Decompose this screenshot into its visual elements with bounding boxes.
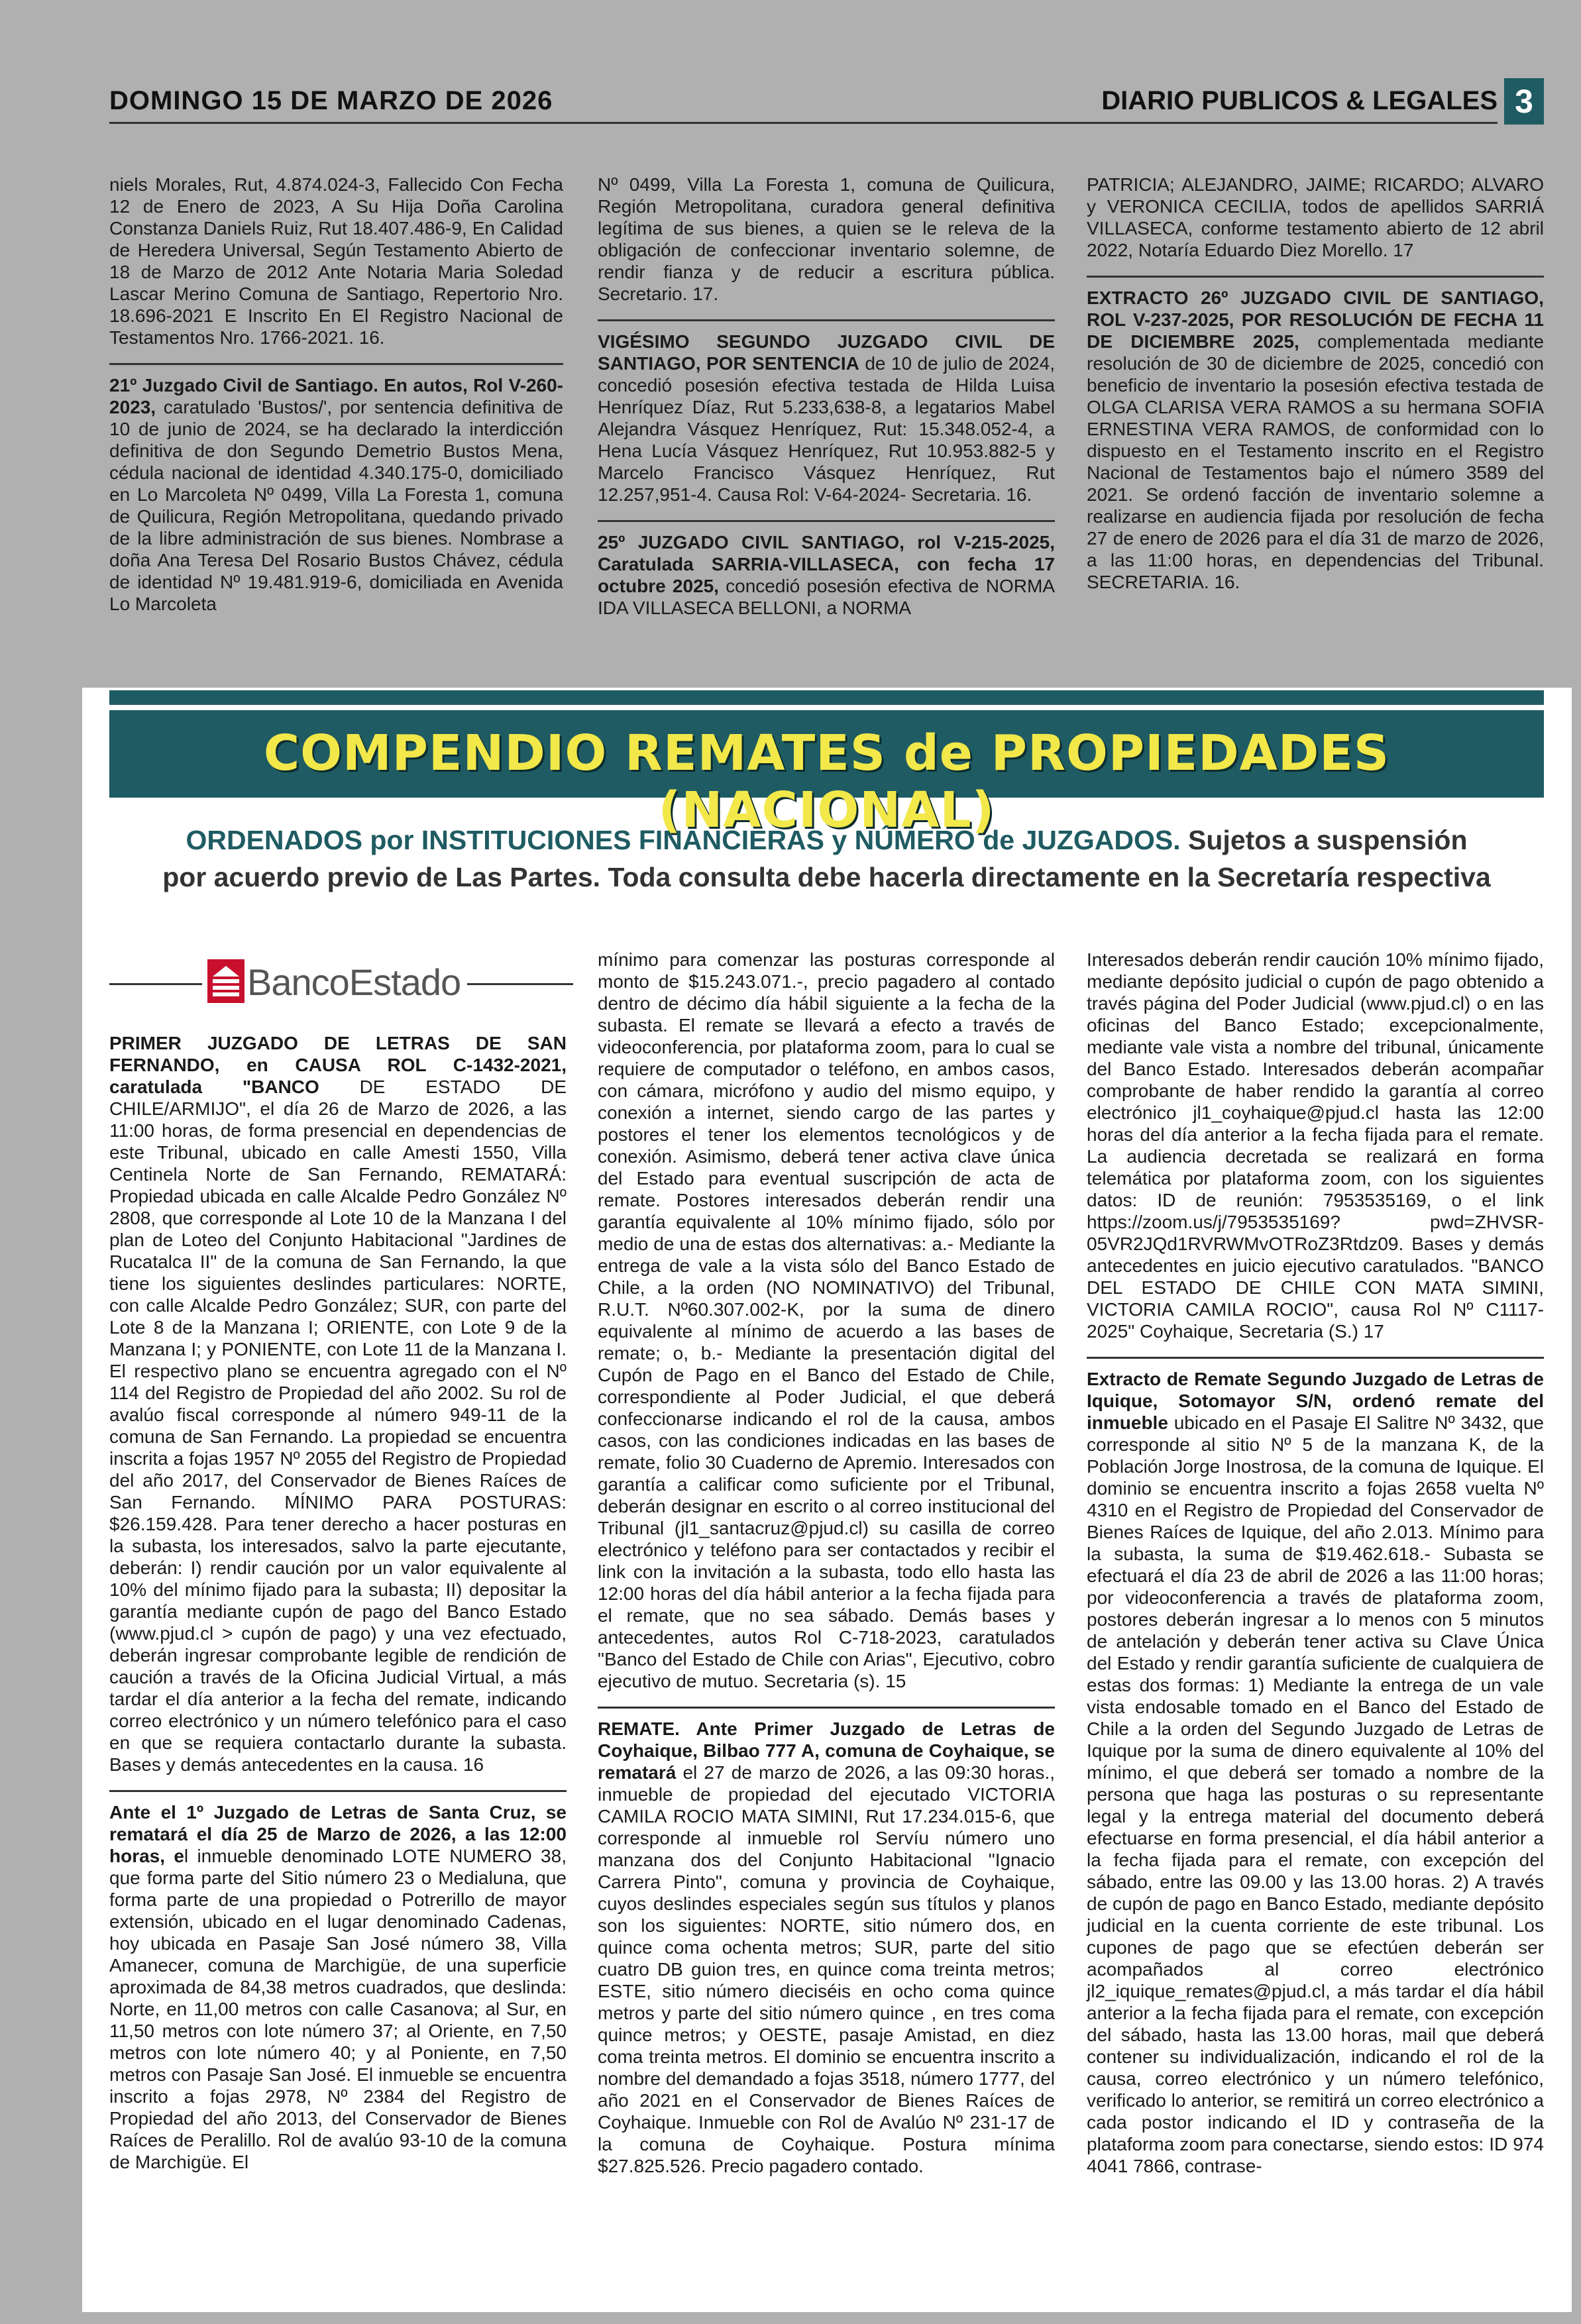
section-title: COMPENDIO REMATES de PROPIEDADES (NACIONAL): [263, 725, 1390, 839]
page-number: 3: [1504, 78, 1544, 125]
auction-notice: [109, 1032, 567, 1775]
bottom-column-1: [109, 1032, 567, 2188]
top-column-2: [598, 174, 1055, 633]
subtitle-text: Sujetos a suspensión: [1180, 825, 1468, 855]
section-banner: [109, 710, 1544, 839]
notice-body: concedió posesión efectiva de NORMA IDA VILLASECA BELLONI, a NORMA: [598, 576, 1055, 618]
notice-body: de 10 de julio de 2024, concedió posesión efectiva testada de Hilda Luisa Henríquez Díaz, Rut 5.233,638-8, a legatarios Mabel Alejandra Vásquez Henríquez, Rut: 15.348.052-4, a Hena Lucía Vásquez Henríquez, Rut 10.953.882-5 y Marcelo Francisco Vásquez Henríquez, Rut 12.257,951-4. Causa Rol: V-64-2024- Secretaria. 16.: [598, 353, 1055, 505]
notice-paragraph: [598, 331, 1055, 505]
notice-paragraph: [598, 531, 1055, 619]
notice-divider: [109, 1790, 567, 1792]
notice-paragraph: Nº 0499, Villa La Foresta 1, comuna de Quilicura, Región Metropolitana, curadora general definitiva legítima de sus bienes, a quien se le releva de la obligación de confeccionar inventario solemne, de rendir fianza y de reducir a escritura pública. Secretario. 17.: [598, 174, 1055, 304]
auction-body: ubicado en el Pasaje El Salitre Nº 3432, que corresponde al sitio Nº 5 de la manzana K, de la Población Jorge Inostrosa, de la comuna de Iquique. El dominio se encuentra inscrito a fojas 2658 vuelta Nº 4310 en el Registro de Propiedad del Conservador de Bienes Raíces de Iquique, del año 2.013. Mínimo para la subasta, la suma de $19.462.618.- Subasta se efectuará el día 23 de abril de 2026 a las 11:00 horas; por videoconferencia a través de plataforma zoom, postores deberán ingresar a lo menos con 5 minutos de antelación y deberán tener activa su Clave Única del Estado y rendir garantía suficiente de cualquiera de estas dos formas: 1) Mediante la entrega de un vale vista endosable tomado en el Banco del Estado de Chile a la orden del Segundo Juzgado de Letras de Iquique por la suma de dinero equivalente al 10% del mínimo, el que deberá ser tomado a nombre de la persona que haga las posturas o su representante legal y la entrega material del documento deberá efectuarse en forma presencial, el día hábil anterior a la fecha fijada para el remate, con excepción del sábado, entre las 09.00 y las 13.00 horas. 2) A través de cupón de pago en Banco Estado, mediante depósito judicial en la cuenta corriente de este tribunal. Los cupones de pago que se efectúen deberán ser acompañados al correo electrónico jl2_iquique_remates@pjud.cl, a más tardar el día hábil anterior a la fecha fijada para el remate, con excepción del sábado, hasta las 13.00 horas, mail que deberá contener su individualización, indicando el rol de la causa, correo electrónico y un número telefónico, verificado lo anterior, se remitirá un correo electrónico a cada postor indicando el ID y contraseña de la plataforma zoom para conectarse, siendo estos: ID 974 4041 7866, contrase-: [1087, 1412, 1544, 2176]
notice-divider: [598, 319, 1055, 321]
notice-divider: [598, 520, 1055, 522]
header-rule: [109, 122, 1498, 124]
auction-body: el 27 de marzo de 2026, a las 09:30 horas., inmueble de propiedad del ejecutado VICTORIA CAMILA ROCIO MATA SIMINI, Rut 17.234.015-6, que corresponde al inmueble rol Servíu número uno manzana dos del Conjunto Habitacional "Ignacio Carrera Pinto", comuna y provincia de Coyhaique, cuyos deslindes especiales según sus títulos y planos son los siguientes: NORTE, sitio número dos, en quince coma ochenta metros; SUR, parte del sitio cuatro DB guion tres, en quince coma treinta metros; ESTE, sitio número dieciséis en ocho coma quince metros y parte del sitio número quince , en tres coma quince metros; y OESTE, pasaje Amistad, en diez coma treinta metros. El dominio se encuentra inscrito a nombre del demandado a fojas 3518, número 1777, del año 2021 en el Conservador de Bienes Raíces de Coyhaique. Inmueble con Rol de Avalúo Nº 231-17 de la comuna de Coyhaique. Postura mínima $27.825.526. Precio pagadero contado.: [598, 1762, 1055, 2176]
notice-heading: 21º Juzgado Civil de Santiago. En autos, Rol V-260-2023,: [109, 375, 563, 417]
bottom-column-2: [598, 949, 1055, 2192]
notice-heading: VIGÉSIMO SEGUNDO JUZGADO CIVIL DE SANTIAGO, POR SENTENCIA: [598, 331, 1055, 374]
notice-divider: [1087, 276, 1544, 278]
auction-heading: Extracto de Remate Segundo Juzgado de Letras de Iquique, Sotomayor S/N, ordenó remate del inmueble: [1087, 1369, 1544, 1433]
notice-divider: [598, 1707, 1055, 1709]
notice-divider: [1087, 1357, 1544, 1359]
banner-top-bar: [109, 690, 1544, 705]
logo-rule-right: [467, 983, 573, 985]
top-column-1: [109, 174, 563, 629]
section-subtitle-line-1: [109, 825, 1544, 856]
auction-heading: PRIMER JUZGADO DE LETRAS DE SAN FERNANDO, en CAUSA ROL C-1432-2021, caratulada "BANCO: [109, 1033, 567, 1097]
notice-divider: [109, 363, 563, 365]
auction-notice: [109, 1801, 567, 2173]
auction-notice: [598, 1718, 1055, 2177]
notice-paragraph: [1087, 287, 1544, 593]
top-column-3: [1087, 174, 1544, 607]
auction-heading: Ante el 1º Juzgado de Letras de Santa Cruz, se rematará el día 25 de Marzo de 2026, a las 12:00 horas, e: [109, 1802, 567, 1866]
bancoestado-logo: [109, 954, 573, 1007]
notice-paragraph: [109, 374, 563, 615]
subtitle-highlight: ORDENADOS por INSTITUCIONES FINANCIERAS y NÚMERO de JUZGADOS.: [186, 825, 1181, 855]
notice-paragraph: niels Morales, Rut, 4.874.024-3, Fallecido Con Fecha 12 de Enero de 2023, A Su Hija Doña Carolina Constanza Daniels Ruiz, Rut 18.407.486-9, En Calidad de Heredera Universal, Según Testamento Abierto de 18 de Marzo de 2012 Ante Notaria Maria Soledad Lascar Merino Comuna de Santiago, Repertorio Nro. 18.696-2021 E Inscrito En El Registro Nacional de Testamentos Nro. 1766-2021. 16.: [109, 174, 563, 348]
notice-heading: EXTRACTO 26º JUZGADO CIVIL DE SANTIAGO, ROL V-237-2025, POR RESOLUCIÓN DE FECHA 11 DE DICIEMBRE 2025,: [1087, 288, 1544, 352]
notice-body: caratulado 'Bustos/', por sentencia definitiva de 10 de junio de 2024, se ha declarado la interdicción definitiva de don Segundo Demetrio Bustos Mena, cédula nacional de identidad 4.340.175-0, domiciliado en Lo Marcoleta Nº 0499, Villa La Foresta 1, comuna de Quilicura, Región Metropolitana, quedando privado de la libre administración de sus bienes. Nombrase a doña Ana Teresa Del Rosario Bustos Chávez, cédula de identidad Nº 19.481.919-6, domiciliada en Avenida Lo Marcoleta: [109, 397, 563, 614]
newspaper-name: DIARIO PUBLICOS & LEGALES: [1101, 86, 1498, 115]
auction-body: l inmueble denominado LOTE NUMERO 38, que forma parte del Sitio número 23 o Medialuna, que forma parte de una propiedad o Potrerillo de mayor extensión, ubicado en el lugar denominado Cadenas, hoy ubicada en Pasaje San José número 38, Villa Amanecer, comuna de Marchigüe, de una superficie aproximada de 84,38 metros cuadrados, que deslinda: Norte, en 11,00 metros con calle Casanova; al Sur, en 11,50 metros con lote número 37; al Oriente, en 7,50 metros con lote número 40; y al Poniente, en 7,50 metros con Pasaje San José. El inmueble se encuentra inscrito a fojas 2978, Nº 2384 del Registro de Propiedad del año 2013, del Conservador de Bienes Raíces de Peralillo. Rol de avalúo 93-10 de la comuna de Marchigüe. El: [109, 1846, 567, 2172]
auction-notice: Interesados deberán rendir caución 10% mínimo fijado, mediante depósito judicial o cupón de pago obtenido a través página del Poder Judicial (www.pjud.cl) o en las oficinas del Banco Estado; excepcionalmente, mediante vale vista a nombre del tribunal, únicamente del Banco Estado. Interesados deberán acompañar comprobante de haber rendido la garantía al correo electrónico jl1_coyhaique@pjud.cl hasta las 12:00 horas del día anterior a la fecha fijada para el remate. La audiencia decretada se realizará en forma telemática por plataforma zoom, con los siguientes datos: ID de reunión: 7953535169, o el link https://zoom.us/j/7953535169? pwd=ZHVSR-05VR2JQd1RVRWMvOTRoZ3Rtdz09. Bases y demás antecedentes en juicio ejecutivo caratulados. "BANCO DEL ESTADO DE CHILE CON MATA SIMINI, VICTORIA CAMILA ROCIO", causa Rol Nº C1117-2025" Coyhaique, Secretaria (S.) 17: [1087, 949, 1544, 1342]
auction-notice: mínimo para comenzar las posturas corresponde al monto de $15.243.071.-, precio pagadero al contado dentro de décimo día hábil siguiente a la fecha de la subasta. El remate se llevará a efecto a través de videoconferencia, por plataforma zoom, para lo cual se requiere de computador o teléfono, en ambos casos, con cámara, micrófono y audio del mismo equipo, y conexión a internet, siendo cargo de las partes y postores el tener los elementos tecnológicos y de conexión. Asimismo, deberá tener activa clave única del Estado para eventual suscripción de acta de remate. Postores interesados deberán rendir una garantía equivalente al 10% mínimo fijado, sólo por medio de una de estas dos alternativas: a.- Mediante la entrega de vale a la vista sólo del Banco Estado de Chile, a la orden (NO NOMINATIVO) del Tribunal, R.U.T. Nº60.307.002-K, por la suma de dinero equivalente al mínimo de acuerdo a las bases de remate; o, b.- Mediante la presentación digital del Cupón de Pago en el Banco del Estado de Chile, correspondiente al Poder Judicial, el que deberá confeccionarse indicando el rol de la causa, ambos casos, con las condiciones indicadas en las bases de remate, folio 30 Cuaderno de Apremio. Interesados con garantía a calificar como suficiente por el Tribunal, deberán designar en escrito o al correo institucional del Tribunal (jl1_santacruz@pjud.cl) su casilla de correo electrónico y teléfono para ser contactados y recibir el link con la invitación a la subasta, todo ello hasta las 12:00 horas del día hábil anterior a la fecha fijada para el remate, que no sea sábado. Demás bases y antecedentes, autos Rol C-718-2023, caratulados "Banco del Estado de Chile con Arias", Ejecutivo, cobro ejecutivo de mutuo. Secretaria (s). 15: [598, 949, 1055, 1691]
logo-rule-left: [109, 983, 202, 985]
bottom-column-3: [1087, 949, 1544, 2192]
notice-body: complementada mediante resolución de 30 de diciembre de 2025, concedió con beneficio de inventario la posesión efectiva testada de OLGA CLARISA VERA RAMOS a su hermana SOFIA ERNESTINA VERA RAMOS, de conformidad con lo dispuesto en el Testamento inscrito en el Registro Nacional de Testamentos bajo el número 3589 del 2021. Se ordenó facción de inventario solemne a realizarse en audiencia fijada por resolución de fecha 27 de enero de 2026 para el día 31 de marzo de 2026, a las 11:00 horas, en dependencias del Tribunal. SECRETARIA. 16.: [1087, 331, 1544, 592]
issue-date: DOMINGO 15 DE MARZO DE 2026: [109, 86, 553, 115]
bancoestado-name: BancoEstado: [247, 961, 461, 1003]
auction-notice: [1087, 1368, 1544, 2177]
notice-heading: 25º JUZGADO CIVIL SANTIAGO, rol V-215-2025, Caratulada SARRIA-VILLASECA, con fecha 17 octubre 2025,: [598, 532, 1055, 596]
auction-body: DE ESTADO DE CHILE/ARMIJO", el día 26 de Marzo de 2026, a las 11:00 horas, de forma presencial en dependencias de este Tribunal, ubicado en calle Amesti 1550, Villa Centinela Norte de San Fernando, REMATARÁ: Propiedad ubicada en calle Alcalde Pedro González Nº 2808, que corresponde al Lote 10 de la Manzana I del plan de Loteo del Conjunto Habitacional "Jardines de Rucatalca II" de la comuna de San Fernando, la que tiene los siguientes deslindes particulares: NORTE, con calle Alcalde Pedro González; SUR, con parte del Lote 8 de la Manzana I; ORIENTE, con Lote 9 de la Manzana I; y PONIENTE, con Lote 11 de la Manzana I. El respectivo plano se encuentra agregado con el Nº 114 del Registro de Propiedad del año 2002. Su rol de avalúo fiscal corresponde al número 949-11 de la comuna de San Fernando. La propiedad se encuentra inscrita a fojas 1957 Nº 2055 del Registro de Propiedad del año 2017, del Conservador de Bienes Raíces de San Fernando. MÍNIMO PARA POSTURAS: $26.159.428. Para tener derecho a hacer posturas en la subasta, los interesados, salvo la parte ejecutante, deberán: I) rendir caución por un valor equivalente al 10% del mínimo fijado para la subasta; II) depositar la garantía mediante cupón de pago del Banco Estado (www.pjud.cl > cupón de pago) y una vez efectuado, deberán ingresar comprobante legible de rendición de caución a través de la Oficina Judicial Virtual, a más tardar el día anterior a la fecha del remate, indicando correo electrónico y un número telefónico para el caso en que se requiera contactarlo durante la subasta. Bases y demás antecedentes en la causa. 16: [109, 1077, 567, 1775]
auction-heading: REMATE. Ante Primer Juzgado de Letras de Coyhaique, Bilbao 777 A, comuna de Coyhaique, se rematará: [598, 1718, 1055, 1783]
bancoestado-mark-icon: [207, 959, 245, 1003]
notice-paragraph: PATRICIA; ALEJANDRO, JAIME; RICARDO; ALVARO y VERONICA CECILIA, todos de apellidos SARRIÁ VILLASECA, conforme testamento abierto de 12 abril 2022, Notaría Eduardo Diez Morello. 17: [1087, 174, 1544, 260]
page-header: [109, 81, 1544, 127]
section-subtitle-line-2: por acuerdo previo de Las Partes. Toda consulta debe hacerla directamente en la Secretaría respectiva: [162, 862, 1491, 892]
